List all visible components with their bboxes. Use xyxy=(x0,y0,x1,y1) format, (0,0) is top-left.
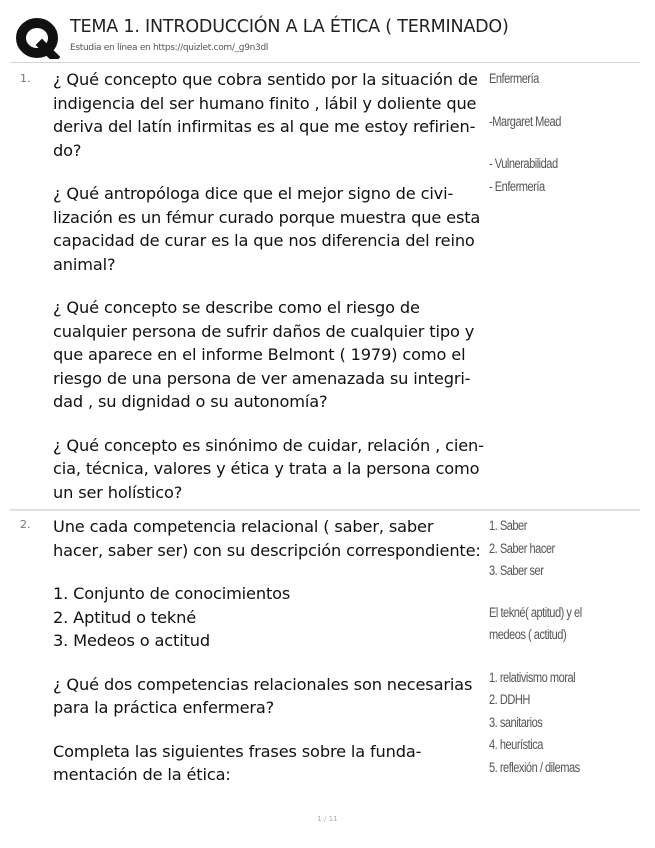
divider xyxy=(10,62,640,63)
question-text: Une cada competencia relacional ( saber, saber hacer, saber ser) con su descripción correspondiente: xyxy=(53,517,481,560)
answer-text: medeos ( actitud) xyxy=(489,627,567,642)
question-text: ¿ Qué concepto es sinónimo de cuidar, relación , cien-cia, técnica, valores y ética y trata a la persona como un ser holístico? xyxy=(53,435,484,502)
answer-text: El tekné( aptitud) y el xyxy=(489,604,582,620)
question-text: ¿ Qué concepto que cobra sentido por la situación de indigencia del ser humano finito , lábil y doliente que deriva del latín infirmitas es al que me estoy refirien-do? xyxy=(53,70,478,160)
answer-text: 1. Saber xyxy=(489,518,527,533)
answer-text: - Vulnerabilidad xyxy=(489,156,558,171)
card-answers xyxy=(489,515,604,779)
question-text: 3. Medeos o actitud xyxy=(53,631,210,650)
quizlet-logo-icon xyxy=(16,17,60,59)
answer-text: Enfermería xyxy=(489,71,539,86)
answer-text: 5. reflexión / dilemas xyxy=(489,759,580,775)
card-questions xyxy=(53,515,485,787)
answer-text: 3. sanitarios xyxy=(489,714,543,730)
divider xyxy=(10,509,640,511)
card-number: 1. xyxy=(20,72,31,85)
answer-text: 1. relativismo moral xyxy=(489,669,576,685)
question-text: ¿ Qué dos competencias relacionales son necesarias para la práctica enfermera? xyxy=(53,674,473,717)
question-text: 2. Aptitud o tekné xyxy=(53,607,197,627)
question-text: ¿ Qué concepto se describe como el riesgo de cualquier persona de sufrir daños de cualquier tipo y que aparece en el informe Belmont ( 1979) como el riesgo de una persona de ver amenazada su integri-dad , su dignidad o su autonomía? xyxy=(53,298,475,411)
card-questions xyxy=(53,68,485,504)
answer-text: 2. DDHH xyxy=(489,692,530,707)
question-text: ¿ Qué antropóloga dice que el mejor signo de civi-lización es un fémur curado porque muestra que esta capacidad de curar es la que nos diferencia del reino animal? xyxy=(53,184,481,274)
answer-text: - Enfermería xyxy=(489,178,545,194)
card-number: 2. xyxy=(20,518,31,531)
question-text: 1. Conjunto de conocimientos xyxy=(53,584,291,603)
question-text: Completa las siguientes frases sobre la funda-mentación de la ética: xyxy=(53,741,422,784)
answer-text: 3. Saber ser xyxy=(489,563,544,578)
card-answers xyxy=(489,68,604,198)
answer-text: -Margaret Mead xyxy=(489,113,561,129)
study-online-link[interactable]: Estudia en línea en https://quizlet.com/_g9n3dl xyxy=(70,43,269,53)
answer-text: 4. heurística xyxy=(489,737,543,752)
answer-text: 2. Saber hacer xyxy=(489,540,555,556)
page-header xyxy=(0,0,655,62)
page-number: 1 / 11 xyxy=(317,815,338,823)
page-title: TEMA 1. INTRODUCCIÓN A LA ÉTICA ( TERMINADO) xyxy=(70,17,509,37)
